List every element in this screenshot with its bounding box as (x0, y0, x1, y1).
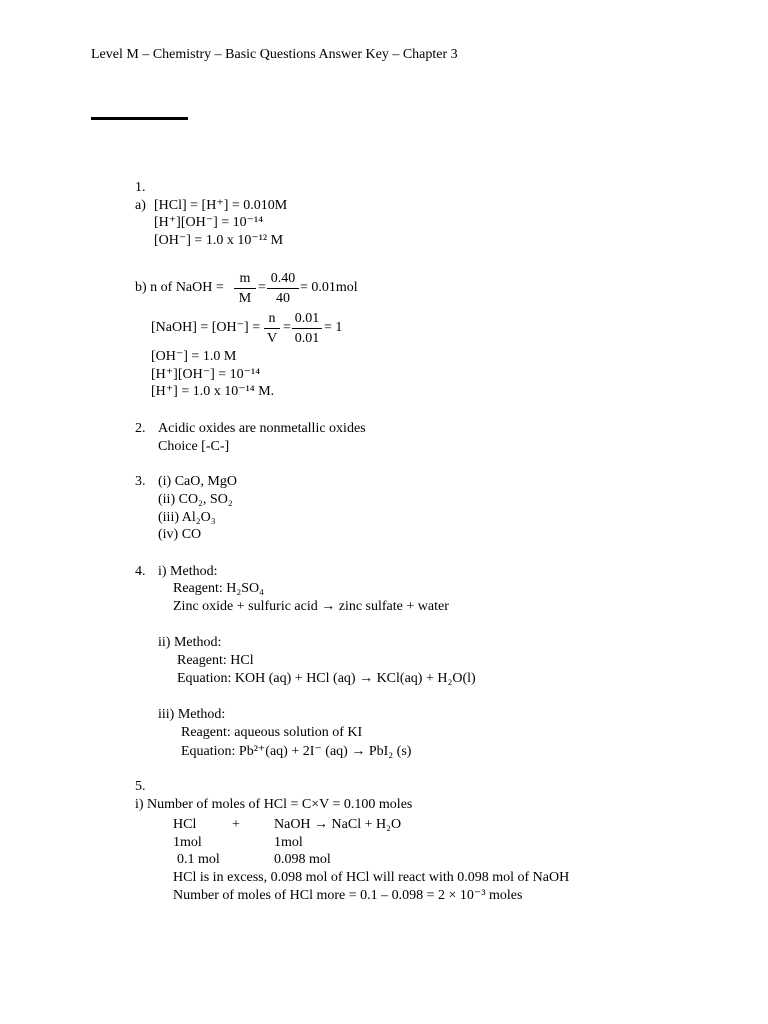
q5-reaction-plus: + (232, 817, 240, 832)
q5-remaining-line: Number of moles of HCl more = 0.1 – 0.098 = 2 × 10⁻³ moles (173, 888, 523, 903)
q4-ii-reagent: Reagent: HCl (177, 653, 254, 668)
q5-mole-ratio-naoh: 1mol (274, 835, 303, 850)
q5-mole-ratio-hcl: 1mol (173, 835, 202, 850)
q5-excess-line: HCl is in excess, 0.098 mol of HCl will react with 0.098 mol of NaOH (173, 870, 570, 885)
q3-item-i: (i) CaO, MgO (158, 474, 237, 489)
q1a-line3: [OH⁻] = 1.0 x 10⁻¹² M (154, 233, 284, 248)
q4-i-equation: Zinc oxide + sulfuric acid → zinc sulfate + water (173, 599, 449, 614)
q1b-line4: [H⁺][OH⁻] = 10⁻¹⁴ (151, 367, 261, 382)
q5-i-line: i) Number of moles of HCl = C×V = 0.100 moles (135, 797, 413, 812)
q5-reaction-rest: NaOH → NaCl + H₂O (274, 817, 402, 832)
q1b-f4-denominator: 0.01 (294, 331, 320, 346)
q1a-label: a) (135, 198, 146, 213)
q1b-concentration-result: = 1 (324, 320, 343, 335)
page-title: Level M – Chemistry – Basic Questions Answer Key – Chapter 3 (91, 47, 458, 62)
q1b-result: = 0.01mol (300, 280, 358, 295)
q1b-f4-numerator: 0.01 (294, 311, 320, 326)
q4-iii-reagent: Reagent: aqueous solution of KI (181, 725, 363, 740)
q3-item-iv: (iv) CO (158, 527, 202, 542)
q1b-fraction-n-over-V (264, 310, 280, 347)
q3-item-ii: (ii) CO₂, SO₂ (158, 492, 233, 507)
q5-moles-naoh: 0.098 mol (274, 852, 331, 867)
q1a-line2: [H⁺][OH⁻] = 10⁻¹⁴ (154, 215, 264, 230)
q1b-f3-denominator: V (266, 331, 278, 346)
q1b-f3-numerator: n (268, 311, 276, 326)
q3-number: 3. (135, 474, 146, 489)
q1b-fraction-values-2 (292, 310, 322, 347)
fraction-bar (234, 288, 256, 289)
q3-item-iii: (iii) Al₂O₃ (158, 510, 216, 525)
q2-line1: Acidic oxides are nonmetallic oxides (158, 421, 366, 436)
q4-iii-method: iii) Method: (158, 707, 226, 722)
q4-i-method: i) Method: (158, 564, 218, 579)
title-underline-rule (91, 117, 188, 120)
q1b-equals-2: = (283, 320, 291, 335)
q4-i-reagent: Reagent: H₂SO₄ (173, 581, 265, 596)
q4-number: 4. (135, 564, 146, 579)
q1b-f2-denominator: 40 (276, 291, 290, 306)
q5-moles-hcl: 0.1 mol (177, 852, 220, 867)
q1b-line5: [H⁺] = 1.0 x 10⁻¹⁴ M. (151, 384, 275, 399)
q1-number: 1. (135, 180, 146, 195)
q1b-prefix: b) n of NaOH = (135, 280, 224, 295)
q1b-f1-numerator: m (239, 271, 251, 286)
q2-line2: Choice [-C-] (158, 439, 230, 454)
q4-ii-method: ii) Method: (158, 635, 222, 650)
q1b-equals: = (258, 280, 266, 295)
q1b-fraction-values (267, 270, 299, 307)
q1a-line1: [HCl] = [H⁺] = 0.010M (154, 198, 288, 213)
q4-ii-equation: Equation: KOH (aq) + HCl (aq) → KCl(aq) + H₂O(l) (177, 671, 476, 686)
fraction-bar (264, 328, 280, 329)
q2-number: 2. (135, 421, 146, 436)
q1b-f1-denominator: M (238, 291, 252, 306)
q1b-concentration-prefix: [NaOH] = [OH⁻] = (151, 320, 261, 335)
q1b-f2-numerator: 0.40 (270, 271, 296, 286)
fraction-bar (267, 288, 299, 289)
q5-number: 5. (135, 779, 146, 794)
q1b-line3: [OH⁻] = 1.0 M (151, 349, 237, 364)
q4-iii-equation: Equation: Pb²⁺(aq) + 2I⁻ (aq) → PbI₂ (s) (181, 744, 412, 759)
q5-reaction-hcl: HCl (173, 817, 197, 832)
q1b-fraction-m-over-M (234, 270, 256, 307)
fraction-bar (292, 328, 322, 329)
